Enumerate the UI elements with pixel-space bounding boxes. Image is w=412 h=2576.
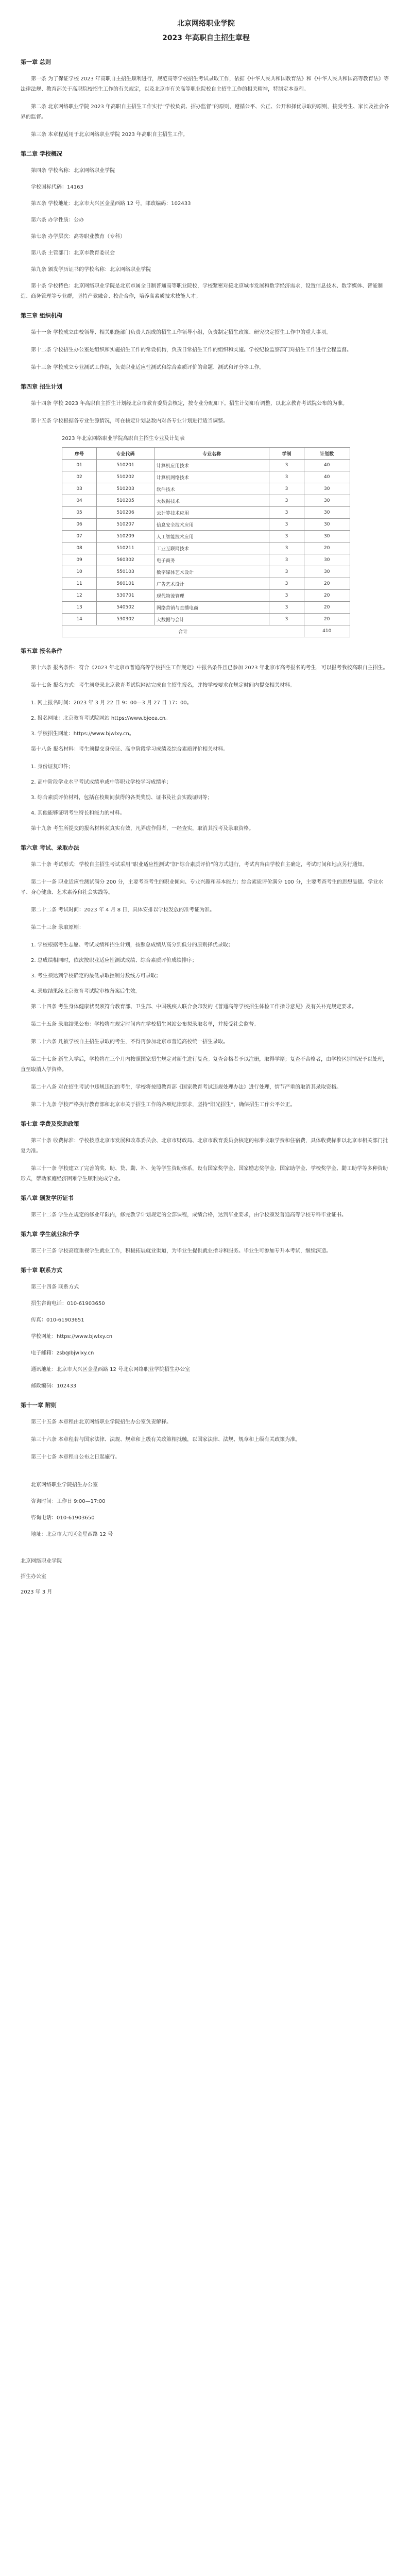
table-cell: 3	[269, 590, 304, 602]
table-cell: 510207	[97, 519, 154, 531]
table-cell: 30	[304, 531, 350, 543]
table-cell: 530302	[97, 614, 154, 625]
table-cell: 510206	[97, 507, 154, 519]
contact-line: 通讯地址：北京市大兴区金星西路 12 号北京网络职业学院招生办公室	[31, 1367, 191, 1372]
chapter-6-article: 第二十条 考试形式：学校自主招生考试采用“职业适应性测试”加“综合素质评价”的方式进行，考试内容由学校自主确定，考试时间和地点另行通知。	[31, 862, 368, 868]
column-header: 计划数	[304, 448, 350, 460]
table-cell: 07	[62, 531, 97, 543]
chapter-6-article: 第二十六条 凡被学校自主招生录取的考生，不得再参加北京市普通高校统一招生录取。	[31, 1039, 229, 1045]
table-cell: 3	[269, 519, 304, 531]
footer-line: 地址：北京市大兴区金星西路 12 号	[31, 1532, 113, 1537]
table-row	[62, 519, 350, 531]
table-cell: 510202	[97, 471, 154, 483]
table-cell: 30	[304, 495, 350, 507]
table-cell: 09	[62, 554, 97, 566]
table-row	[62, 566, 350, 578]
table-cell: 30	[304, 507, 350, 519]
column-header: 学制	[269, 448, 304, 460]
school-info-line: 第七条 办学层次：高等职业教育（专科）	[31, 234, 126, 240]
chapter-11-heading: 第十一章 附则	[21, 1402, 57, 1409]
chapter-6-heading: 第六章 考试、录取办法	[21, 844, 79, 851]
chapter-11-article: 第三十五条 本章程由北京网络职业学院招生办公室负责解释。	[31, 1419, 172, 1425]
school-info-line: 第六条 办学性质：公办	[31, 217, 84, 223]
table-cell: 电子商务	[154, 554, 269, 566]
chapter-6-article: 第二十八条 对在招生考试中违规违纪的考生，学校将按照教育部《国家教育考试违规处理办法》进行处理，情节严重的取消其录取资格。	[31, 1084, 342, 1090]
chapter-3-article: 第十三条 学校成立专业测试工作组，负责职业适应性测试和综合素质评价的命题、测试和评分等工作。	[31, 365, 265, 370]
table-row	[62, 554, 350, 566]
signature-date: 2023 年 3 月	[21, 1589, 53, 1595]
table-cell: 3	[269, 471, 304, 483]
chapter-9-article: 第三十三条 学校高度重视学生就业工作，积极拓展就业渠道，为毕业生提供就业指导和服务。毕业生可参加专升本考试，继续深造。	[31, 1248, 332, 1254]
table-row	[62, 543, 350, 554]
chapter-1-article-3: 第三条 本章程适用于北京网络职业学院 2023 年高职自主招生工作。	[31, 132, 188, 138]
table-cell: 3	[269, 483, 304, 495]
table-cell: 数字媒体艺术设计	[154, 566, 269, 578]
table-row	[62, 531, 350, 543]
chapter-11-article: 第三十七条 本章程自公布之日起施行。	[31, 1454, 121, 1460]
table-cell: 大数据技术	[154, 495, 269, 507]
table-row	[62, 602, 350, 614]
table-cell: 计算机网络技术	[154, 471, 269, 483]
footer-line: 咨询时间：工作日 9:00—17:00	[31, 1499, 106, 1504]
table-cell: 3	[269, 543, 304, 554]
table-cell: 30	[304, 566, 350, 578]
table-cell: 信息安全技术应用	[154, 519, 269, 531]
chapter-4-article: 第十四条 学校 2023 年高职自主招生计划经北京市教育委员会核定，按专业分配如下。招生计划如有调整，以北京教育考试院公布的为准。	[31, 401, 348, 406]
chapter-8-article: 第三十二条 学生在规定的修业年限内，修完教学计划规定的全部课程，成绩合格，达到毕业要求，由学校颁发普通高等学校专科毕业证书。	[31, 1212, 347, 1218]
school-info-line: 学校国标代码：14163	[31, 184, 83, 190]
chapter-5-item: 1. 身份证复印件；	[31, 764, 74, 770]
table-cell: 06	[62, 519, 97, 531]
chapter-6-item: 2. 总成绩相同时，依次按职业适应性测试成绩、综合素质评价成绩排序；	[31, 958, 197, 963]
table-cell: 计算机应用技术	[154, 460, 269, 471]
school-info-line: 第四条 学校名称：北京网络职业学院	[31, 168, 115, 174]
table-row	[62, 578, 350, 590]
table-cell: 510201	[97, 460, 154, 471]
table-cell: 30	[304, 519, 350, 531]
column-header: 序号	[62, 448, 97, 460]
table-cell: 3	[269, 495, 304, 507]
table-cell: 人工智能技术应用	[154, 531, 269, 543]
table-cell: 20	[304, 602, 350, 614]
chapter-7-heading: 第七章 学费及资助政策	[21, 1121, 79, 1127]
table-cell: 软件技术	[154, 483, 269, 495]
table-cell: 30	[304, 554, 350, 566]
contact-line: 学校网址：https://www.bjwlxy.cn	[31, 1334, 113, 1340]
table-cell: 02	[62, 471, 97, 483]
table-cell: 40	[304, 471, 350, 483]
table-cell: 05	[62, 507, 97, 519]
signature-dept: 招生办公室	[21, 1574, 46, 1580]
table-cell: 3	[269, 531, 304, 543]
chapter-6-article: 第二十七条 新生入学后，学校将在三个月内按照国家招生规定对新生进行复查。复查合格者予以注册，取得学籍；复查不合格者，由学校区别情况予以处理，直至取消入学资格。	[21, 1057, 388, 1073]
chapter-4-article: 第十五条 学校根据各专业生源情况，可在核定计划总数内对各专业计划进行适当调整。	[31, 418, 229, 424]
table-cell: 现代物流管理	[154, 590, 269, 602]
table-cell: 03	[62, 483, 97, 495]
table-row	[62, 614, 350, 625]
table-cell: 20	[304, 543, 350, 554]
table-row	[62, 460, 350, 471]
page-title: 2023 年高职自主招生章程	[162, 34, 250, 42]
table-cell: 20	[304, 590, 350, 602]
chapter-5-article: 第十七条 报名方式：考生须登录北京教育考试院网站完成自主招生报名，并按学校要求在规定时间内提交相关材料。	[31, 683, 296, 688]
contact-line: 电子邮箱：zsb@bjwlxy.cn	[31, 1350, 94, 1356]
table-row	[62, 590, 350, 602]
chapter-11-article: 第三十六条 本章程若与国家法律、法规、规章和上级有关政策相抵触，以国家法律、法规、规章和上级有关政策为准。	[31, 1437, 301, 1443]
table-row	[62, 483, 350, 495]
table-cell: 3	[269, 554, 304, 566]
chapter-9-heading: 第九章 学生就业和升学	[21, 1231, 79, 1238]
chapter-6-article: 第二十二条 考试时间：2023 年 4 月 8 日，具体安排以学校发放的准考证为准。	[31, 907, 215, 913]
table-cell: 560101	[97, 578, 154, 590]
contact-line: 邮政编码：102433	[31, 1383, 77, 1389]
table-cell: 560302	[97, 554, 154, 566]
chapter-6-article: 第二十九条 学校严格执行教育部和北京市关于招生工作的各项纪律要求，坚持“阳光招生”，确保招生工作公平公正。	[31, 1102, 296, 1108]
chapter-6-article: 第二十五条 录取结果公布：学校将在规定时间内在学校招生网站公布拟录取名单，并接受社会监督。	[31, 1022, 260, 1027]
school-feature: 第十条 学校特色：北京网络职业学院是北京市属全日制普通高等职业院校，学校紧密对接北京城市发展和数字经济需求，设置信息技术、数字媒体、智能制造、商务管理等专业群，坚持产教融合、校企合作，培养高素质技术技能人才。	[21, 283, 383, 299]
chapter-1-article-2: 第二条 北京网络职业学院 2023 年高职自主招生工作实行“学校负责、招办监督”的原则，遵循公平、公正、公开和择优录取的原则，接受考生、家长及社会各界的监督。	[21, 104, 389, 120]
table-cell: 3	[269, 460, 304, 471]
signature-org: 北京网络职业学院	[21, 1558, 62, 1564]
table-cell: 20	[304, 578, 350, 590]
table-cell: 550103	[97, 566, 154, 578]
table-cell: 40	[304, 460, 350, 471]
table-header-row	[62, 448, 350, 460]
school-info-line: 第八条 主管部门：北京市教育委员会	[31, 250, 115, 256]
table-cell: 3	[269, 602, 304, 614]
table-cell: 3	[269, 578, 304, 590]
chapter-1-heading: 第一章 总则	[21, 59, 51, 65]
chapter-5-item: 3. 学校招生网址：https://www.bjwlxy.cn。	[31, 731, 134, 737]
chapter-5-item: 2. 报名网址：北京教育考试院网站 https://www.bjeea.cn。	[31, 716, 171, 721]
table-cell: 3	[269, 614, 304, 625]
chapter-5-item: 2. 高中阶段学业水平考试成绩单或中等职业学校学习成绩单；	[31, 779, 171, 785]
page-org: 北京网络职业学院	[177, 20, 235, 28]
table-total-row	[62, 625, 350, 637]
chapter-2-heading: 第二章 学校概况	[21, 150, 62, 157]
chapter-3-heading: 第三章 组织机构	[21, 312, 62, 319]
chapter-5-item: 4. 其他能够证明考生特长和能力的材料。	[31, 810, 125, 816]
chapter-3-article: 第十二条 学校招生办公室是组织和实施招生工作的常设机构，负责日常招生工作的组织和实施。学校纪检监察部门对招生工作进行全程监督。	[31, 347, 352, 353]
chapter-6-article: 第二十四条 考生身体健康状况须符合教育部、卫生部、中国残疾人联合会印发的《普通高等学校招生体检工作指导意见》及有关补充规定要求。	[31, 1004, 357, 1010]
table-cell: 20	[304, 614, 350, 625]
enrollment-plan-table	[62, 434, 350, 637]
table-cell: 510209	[97, 531, 154, 543]
table-cell: 工业互联网技术	[154, 543, 269, 554]
table-cell: 3	[269, 566, 304, 578]
chapter-8-heading: 第八章 颁发学历证书	[21, 1195, 74, 1201]
chapter-7-article: 第三十条 收费标准：学校按照北京市发展和改革委员会、北京市财政局、北京市教育委员会核定的标准收取学费和住宿费，具体收费标准以北京市相关部门批复为准。	[21, 1138, 388, 1154]
table-cell: 13	[62, 602, 97, 614]
chapter-6-item: 4. 录取结果经北京教育考试院审核备案后生效。	[31, 989, 141, 994]
table-row	[62, 471, 350, 483]
table-cell: 510203	[97, 483, 154, 495]
table-row	[62, 507, 350, 519]
column-header: 专业代码	[97, 448, 154, 460]
chapter-4-heading: 第四章 招生计划	[21, 383, 62, 390]
table-cell: 30	[304, 483, 350, 495]
footer-line: 咨询电话：010-61903650	[31, 1515, 95, 1521]
table-cell: 大数据与会计	[154, 614, 269, 625]
chapter-5-item: 3. 综合素质评价材料，包括在校期间获得的各类奖励、证书及社会实践证明等；	[31, 795, 213, 801]
total-value: 410	[304, 625, 350, 637]
table-cell: 云计算技术应用	[154, 507, 269, 519]
chapter-6-item: 1. 学校根据考生志愿、考试成绩和招生计划，按照总成绩从高分到低分的原则择优录取；	[31, 942, 233, 948]
table-cell: 12	[62, 590, 97, 602]
table-cell: 530701	[97, 590, 154, 602]
table-cell: 3	[269, 507, 304, 519]
table-cell: 510211	[97, 543, 154, 554]
chapter-1-article-1: 第一条 为了保证学校 2023 年高职自主招生顺利进行，规范高等学校招生考试录取工作，依据《中华人民共和国教育法》和《中华人民共和国高等教育法》等法律法规、教育部关于高职院校招生工作的有关规定，以及北京市有关高等职业院校自主招生工作的相关精神，特制定本章程。	[21, 76, 389, 92]
chapter-6-article: 第二十三条 录取原则：	[31, 925, 84, 930]
school-info-line: 第九条 颁发学历证书的学校名称：北京网络职业学院	[31, 267, 151, 273]
contact-line: 传真：010-61903651	[31, 1317, 84, 1323]
chapter-7-article: 第三十一条 学校建立了完善的奖、助、贷、勤、补、免等学生资助体系，设有国家奖学金、国家励志奖学金、国家助学金、学校奖学金、勤工助学等多种资助形式，帮助家庭经济困难学生顺利完成学业。	[21, 1166, 388, 1182]
chapter-5-item: 1. 网上报名时间：2023 年 3 月 22 日 9：00—3 月 27 日 17：00。	[31, 700, 192, 706]
school-info-line: 第五条 学校地址：北京市大兴区金星西路 12 号，邮政编码：102433	[31, 201, 191, 207]
footer-heading: 北京网络职业学院招生办公室	[31, 1482, 98, 1488]
table-caption: 2023 年北京网络职业学院高职自主招生专业及计划表	[62, 436, 185, 442]
chapter-5-article: 第十九条 考生所提交的报名材料须真实有效，凡弄虚作假者，一经查实，取消其报考及录取资格。	[31, 826, 254, 832]
table-cell: 08	[62, 543, 97, 554]
table-cell: 11	[62, 578, 97, 590]
chapter-5-article: 第十八条 报名材料：考生须提交身份证、高中阶段学习成绩及综合素质评价相关材料。	[31, 747, 229, 752]
table-cell: 01	[62, 460, 97, 471]
chapter-5-heading: 第五章 报名条件	[21, 648, 62, 654]
contact-line: 招生咨询电话：010-61903650	[31, 1301, 105, 1307]
total-label: 合计	[62, 625, 304, 637]
table-cell: 广告艺术设计	[154, 578, 269, 590]
column-header: 专业名称	[154, 448, 269, 460]
chapter-5-article: 第十六条 报名条件：符合《2023 年北京市普通高等学校招生工作规定》中报名条件且已参加 2023 年北京市高考报名的考生，可以报考我校高职自主招生。	[31, 665, 388, 671]
table-row	[62, 495, 350, 507]
table-cell: 540502	[97, 602, 154, 614]
table-cell: 04	[62, 495, 97, 507]
table-cell: 网络营销与直播电商	[154, 602, 269, 614]
chapter-6-item: 3. 考生须达到学校确定的最低录取控制分数线方可录取；	[31, 973, 161, 979]
table-cell: 510205	[97, 495, 154, 507]
chapter-3-article: 第十一条 学校成立由校领导、相关职能部门负责人组成的招生工作领导小组，负责制定招生政策、研究决定招生工作中的重大事项。	[31, 330, 332, 335]
table-cell: 14	[62, 614, 97, 625]
contact-line: 第三十四条 联系方式	[31, 1284, 79, 1290]
chapter-10-heading: 第十章 联系方式	[21, 1267, 62, 1274]
chapter-6-article: 第二十一条 职业适应性测试满分 200 分，主要考查考生的职业倾向、专业兴趣和基本能力；综合素质评价满分 100 分，主要考查考生的思想品德、学业水平、身心健康、艺术素养和社会实践等。	[21, 879, 384, 895]
table-cell: 10	[62, 566, 97, 578]
